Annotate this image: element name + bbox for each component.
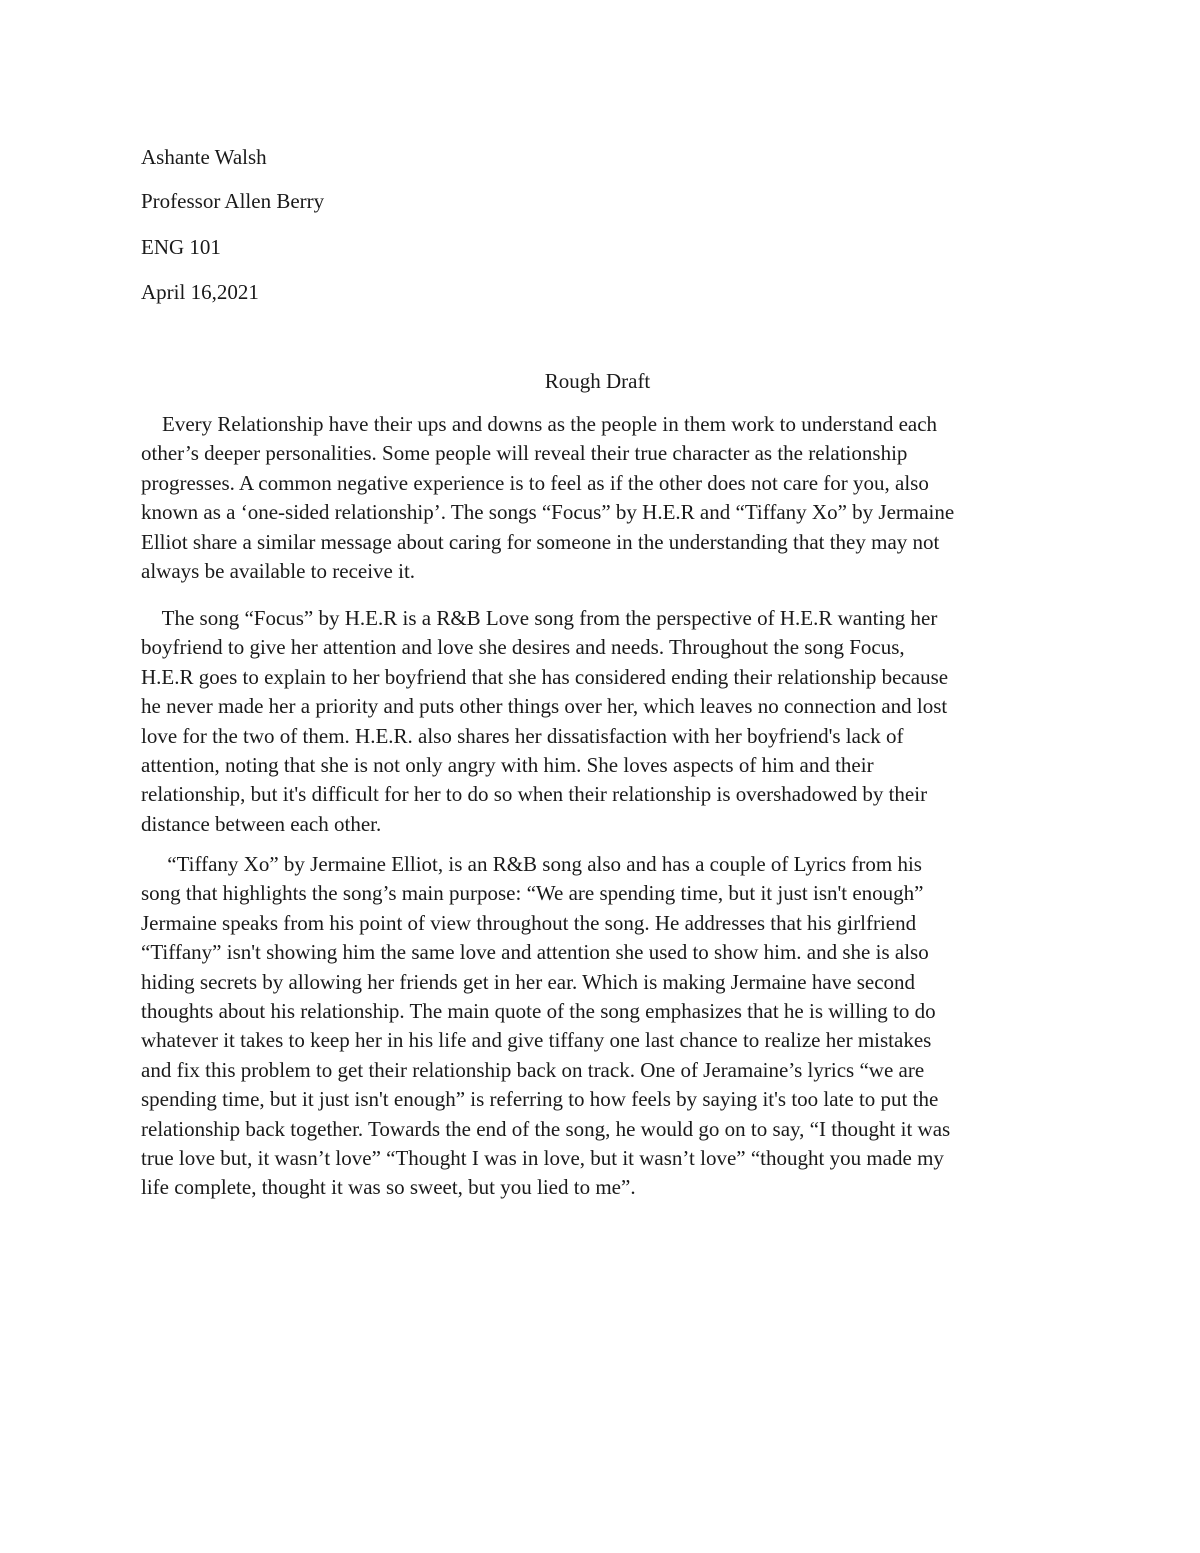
- paragraph-line: attention, noting that she is not only angry with him. She loves aspects of him and their: [141, 753, 874, 778]
- document-title: Rough Draft: [544, 369, 651, 393]
- paragraph-line: distance between each other.: [141, 811, 382, 836]
- course-name: ENG 101: [141, 235, 221, 259]
- paragraph-line: love for the two of them. H.E.R. also shares her dissatisfaction with her boyfriend's lack of: [141, 723, 904, 748]
- paragraph-line: relationship, but it's difficult for her to do so when their relationship is overshadowed by their: [141, 782, 928, 807]
- paragraph-line: hiding secrets by allowing her friends get in her ear. Which is making Jermaine have second: [141, 969, 916, 994]
- paragraph-line: known as a ‘one-sided relationship’. The songs “Focus” by H.E.R and “Tiffany Xo” by Jermaine: [141, 500, 955, 525]
- paragraph-1: [141, 410, 1071, 586]
- paragraph-line: other’s deeper personalities. Some people will reveal their true character as the relationship: [141, 441, 908, 466]
- paragraph-line: “Tiffany” isn't showing him the same love and attention she used to show him. and she is also: [141, 940, 929, 965]
- paragraph-3: [141, 850, 1071, 1203]
- paragraph-line: life complete, thought it was so sweet, but you lied to me”.: [141, 1175, 636, 1200]
- paragraph-line: thoughts about his relationship. The main quote of the song emphasizes that he is willing to do: [141, 999, 936, 1024]
- paragraph-line: Elliot share a similar message about caring for someone in the understanding that they may not: [141, 529, 940, 554]
- paragraph-line: true love but, it wasn’t love” “Thought I was in love, but it wasn’t love” “thought you made my: [141, 1146, 944, 1171]
- paragraph-line: always be available to receive it.: [141, 559, 416, 584]
- date: April 16,2021: [141, 280, 259, 304]
- paragraph-line: “Tiffany Xo” by Jermaine Elliot, is an R&B song also and has a couple of Lyrics from his: [141, 852, 922, 876]
- paragraph-line: boyfriend to give her attention and love she desires and needs. Throughout the song Focus,: [141, 635, 905, 660]
- paragraph-line: and fix this problem to get their relationship back on track. One of Jeramaine’s lyrics “we are: [141, 1057, 925, 1082]
- author-name: Ashante Walsh: [141, 145, 267, 169]
- paragraph-line: Every Relationship have their ups and downs as the people in them work to understand each: [141, 412, 938, 436]
- paragraph-2: [141, 604, 1071, 839]
- paragraph-line: Jermaine speaks from his point of view throughout the song. He addresses that his girlfriend: [141, 910, 917, 935]
- paragraph-line: song that highlights the song’s main purpose: “We are spending time, but it just isn't enough”: [141, 881, 924, 906]
- paragraph-line: H.E.R goes to explain to her boyfriend that she has considered ending their relationship because: [141, 664, 949, 689]
- paragraph-line: The song “Focus” by H.E.R is a R&B Love song from the perspective of H.E.R wanting her: [141, 606, 938, 630]
- paragraph-line: progresses. A common negative experience is to feel as if the other does not care for you, also: [141, 470, 929, 495]
- paragraph-line: spending time, but it just isn't enough” is referring to how feels by saying it's too late to put the: [141, 1087, 939, 1112]
- paragraph-line: relationship back together. Towards the end of the song, he would go on to say, “I thought it was: [141, 1116, 951, 1141]
- professor-name: Professor Allen Berry: [141, 189, 325, 213]
- paragraph-line: whatever it takes to keep her in his life and give tiffany one last chance to realize her mistakes: [141, 1028, 932, 1053]
- paragraph-line: he never made her a priority and puts other things over her, which leaves no connection and lost: [141, 694, 948, 719]
